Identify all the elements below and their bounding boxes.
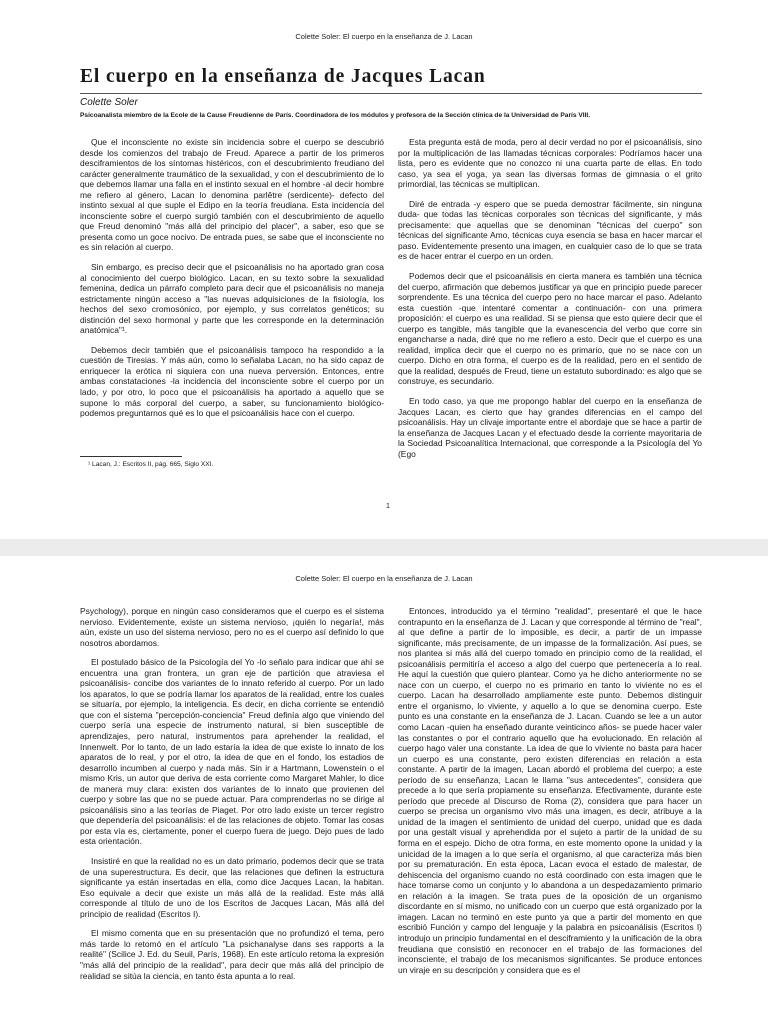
paragraph: Diré de entrada -y espero que se pueda demostrar fácilmente, sin ninguna duda- que todas las técnicas corporales son técnicas del significante, y más precisamente: que aquellas que se denominan "técnicas del cuerpo" son técnicas del significante Amo, técnicas cuya esencia se basa en hacer marcar el paso. Evidentemente presento una imagen, en cualquier caso de lo que se trata es de hacer entrar el cuerpo en un orden. xyxy=(398,198,702,262)
text-column-left xyxy=(80,606,384,990)
paragraph: El mismo comenta que en su presentación que no profundizó el tema, pero más tarde lo retomó en el artículo "La psichanalyse dans ses rapports a la realité" (Scilice J. Ed. du Seuil, París, 1968). En este artículo retoma la expresión "más allá del principio de la realidad", para decir que más allá del principio de realidad se sitúa la ciencia, en tanto ésta apunta a lo real. xyxy=(80,928,384,981)
paragraph: Psychology), porque en ningún caso consideramos que el cuerpo es el sistema nervioso. Evidentemente, existe un sistema nervioso, ¡quién lo negaría!, más aún, existe un uso del sistema nervioso, pero no es el cuerpo así definido lo que nosotros abordamos. xyxy=(80,606,384,648)
paragraph: Insistiré en que la realidad no es un dato primario, podemos decir que se trata de una superestructura. Es decir, que las relaciones que definen la estructura significante ya están insertadas en ella, como dice Jacques Lacan, la habitan. Eso equivale a decir que existe un más allá de la realidad. Este más allá corresponde al título de uno de los Escritos de Jacques Lacan, Más allá del principio de realidad (Escritos I). xyxy=(80,856,384,919)
page-number: 1 xyxy=(386,503,390,510)
footnote-rule xyxy=(80,456,182,457)
article-title: El cuerpo en la enseñanza de Jacques Lacan xyxy=(80,66,486,87)
author-affiliation: Psicoanalista miembro de la Ecole de la Cause Freudienne de París. Coordinadora de los módulos y profesora de la Sección clínica de la Universidad de París VIII. xyxy=(80,112,591,119)
author-name: Colette Soler xyxy=(80,97,138,108)
paragraph: Sin embargo, es preciso decir que el psicoanálisis no ha aportado gran cosa al conocimiento del cuerpo biológico. Lacan, en su texto sobre la sexualidad femenina, dedica un párrafo completo para decir que el psicoanálisis no maneja estrictamente ningún acceso a "las nuevas adquisiciones de la fisiología, los hechos del sexo cromosónico, por ejemplo, y sus correlatos genéticos; su distinción del sexo hormonal y parte que les corresponde en la determinación anatómica"¹. xyxy=(80,262,384,336)
text-column-left xyxy=(80,137,384,428)
paragraph: En todo caso, ya que me propongo hablar del cuerpo en la enseñanza de Jacques Lacan, es cierto que hay grandes diferencias en el campo del psicoanálisis. Hay un clivaje importante entre el abordaje que se hace a partir de la enseñanza de Jacques Lacan y el efectuado desde la corriente mayoritaria de la Sociedad Psicoanalítica Internacional, que corresponde a la Psicología del Yo (Ego xyxy=(398,396,702,459)
title-rule xyxy=(80,93,702,94)
paragraph: Entonces, introducido ya el término "realidad", presentaré el que le hace contrapunto en la enseñanza de J. Lacan y que corresponde al término de "real", al que define a partir de lo imposible, es decir, a partir de un impasse significante, más precisamente, de un impasse de la formalización. Así pues, se nos plantea si más allá del cuerpo tomado en principio como de la realidad, el psicoanálisis permitiría el acceso a algo del cuerpo que pertenecería a lo real. He aquí la cuestión que quiero plantear. Como ya he dicho anteriormente no se nace con un cuerpo, el cuerpo no es primario en tanto lo viviente no es el cuerpo. Lacan ha desarrollado ampliamente este punto. Debemos distinguir entre el organismo, lo viviente, y aquello a lo que se denomina cuerpo. Este punto es una constante en la enseñanza de J. Lacan. Cuando se lee a un autor como Lacan -quien ha enseñado durante veinticinco años- se puede hacer valer las constantes o por el contrario aquello que ha evolucionado. En relación al cuerpo hago valer una constante. La idea de que lo viviente no basta para hacer un cuerpo es una constante, pero existen diferencias en relación a esta constante. A partir de la imagen, Lacan abordó el problema del cuerpo; a este período de su enseñanza, Lacan le llama "sus antecedentes", considera que precede a lo que sería propiamente su enseñanza. Efectivamente, durante este período que precede al Discurso de Roma (2), considera que para hacer un cuerpo se precisa un organismo vivo más una imagen, es decir, atribuye a la unidad de la imagen el sentimiento de unidad del cuerpo, unidad que es dada por una gestalt visual y aprehendida por el sujeto a partir de la unidad de su forma en el espejo. Dicho de otra forma, en este momento opone la unidad y la unicidad de la imagen a lo que sería el organismo, al que caracteriza más bien por su prematuración. En esta época, Lacan evoca el estado de malestar, de dehiscencia del organismo cuando no está coordinado con esta imagen que le hace tomarse como un conjunto y lo abandona a un despedazamiento primario en relación a la imagen. Se trata pues de la oposición de un organismo discordante en sí mismo, no unificado con un cuerpo que está organizado por la imagen. Lacan no terminó en este punto ya que a partir del momento en que escribió Función y campo del lenguaje y la palabra en psicoanálisis (Escritos I) introdujo un principio fundamental en el desciframiento y la unificación de la obra freudiana que consistió en reconocer en el trabajo de las formaciones del inconsciente, el trabajo de los mecanismos significantes. Se produce entonces un viraje en su descripción y considera que es el xyxy=(398,606,702,975)
paragraph: Podemos decir que el psicoanálisis en cierta manera es también una técnica del cuerpo, afirmación que debemos justificar ya que en principio puede parecer sorprendente. Es una técnica del cuerpo pero no hace marcar el paso. Adelanto esta cuestión -que intentaré comentar a continuación- con una primera proposición: el cuerpo es una realidad. Si se piensa que esto quiere decir que el cuerpo es tangible, más tangible que la evanescencia del verbo que corre sin engancharse a nada, diré que no me refiero a esto. Decir que el cuerpo es una realidad, implica decir que el cuerpo no es primario, que no se nace con un cuerpo. Dicho en otra forma, el cuerpo es de la realidad, pero en el sentido de que la realidad, después de Freud, tiene un estatuto subordinado: es algo que se construye, es secundario. xyxy=(398,271,702,387)
paragraph: Que el inconsciente no existe sin incidencia sobre el cuerpo se descubrió desde los comienzos del trabajo de Freud. Aparece a partir de los primeros desciframientos de los síntomas histéricos, con el descubrimiento freudiano del carácter generalmente traumático de la sexualidad, y con el descubrimiento de lo que debemos llamar una falla en el instinto sexual en el hombre -al decir hombre me refiero al género, Lacan lo denomina parlêtre (serdicente)- defecto del instinto sexual al que suple el Edipo en la teoría freudiana. Esta incidencia del inconsciente sobre el cuerpo surgió también con el descubrimiento de aquello que Freud denominó "más allá del principio del placer", a saber, eso que se presenta como un goce nocivo. De entrada pues, se sabe que el inconsciente no es sin relación al cuerpo. xyxy=(80,137,384,253)
running-head: Colette Soler: El cuerpo en la enseñanza de J. Lacan xyxy=(295,32,473,41)
text-column-right xyxy=(398,606,702,984)
footnote: ¹ Lacan, J.: Escritos II, pág. 665, Siglo XXI. xyxy=(88,461,214,468)
running-head: Colette Soler: El cuerpo en la enseñanza de J. Lacan xyxy=(295,574,473,583)
paragraph: Debemos decir también que el psicoanálisis tampoco ha respondido a la cuestión de Tiresias. Y más aún, como lo señalaba Lacan, no ha sido capaz de enriquecer la erótica ni siquiera con una nueva perversión. Entonces, entre ambas constataciones -la incidencia del inconsciente sobre el cuerpo por un lado, y por otro, lo poco que el psicoanálisis ha aportado a aquello que se supone lo más corporal del cuerpo, a saber, su funcionamiento biológico- podemos preguntarnos qué es lo que el psicoanálisis hace con el cuerpo. xyxy=(80,344,384,419)
paragraph: Esta pregunta está de moda, pero al decir verdad no por el psicoanálisis, sino por la multiplicación de las llamadas técnicas corporales: Podríamos hacer una lista, pero es evidente que no conozco ni una cuarta parte de ellas. En todo caso, ya sea el yoga, ya sean las diversas formas de gimnasia o el grito primordial, las técnicas se multiplican. xyxy=(398,137,702,190)
text-column-right xyxy=(398,137,702,468)
paragraph: El postulado básico de la Psicología del Yo -lo señalo para indicar que ahí se encuentra una gran frontera, un gran eje de partición que atraviesa el psicoanálisis- concibe dos variantes de lo innato referido al cuerpo. Por un lado los aparatos, lo que se podría llamar los aparatos de la realidad, entre los cuales se situaría, por ejemplo, la inteligencia. Es decir, en dicha corriente se entendió que con el sistema "percepción-conciencia" Freud definía algo que viniendo del cuerpo sería una especie de instrumento natural, si bien susceptible de aprendizajes, pero natural, instrumentos para aprehender la realidad, el Innenwelt. Por lo tanto, de un lado estaría la idea de que existe lo innato de los aparatos de lo real, y por el otro, la idea de que en el fondo, los estadios de desarrollo incumben al cuerpo y nada más. Sin ir a Hartmann, Lowenstein o el mismo Kris, un autor que deriva de esta corriente como Margaret Mahler, lo dice de manera muy clara: existen dos variantes de lo innato que provienen del cuerpo y sobre las que no se puede actuar. Para comprenderlas no se dirige al psicoanálisis sino a las teorías de Piaget. Por otro lado existe un tercer registro que dependería del psicoanálisis: el de las relaciones de objeto. Tomar las cosas por esta vía es, ciertamente, poner el cuerpo fuera de juego. Dejo pues de lado esta orientación. xyxy=(80,657,384,847)
